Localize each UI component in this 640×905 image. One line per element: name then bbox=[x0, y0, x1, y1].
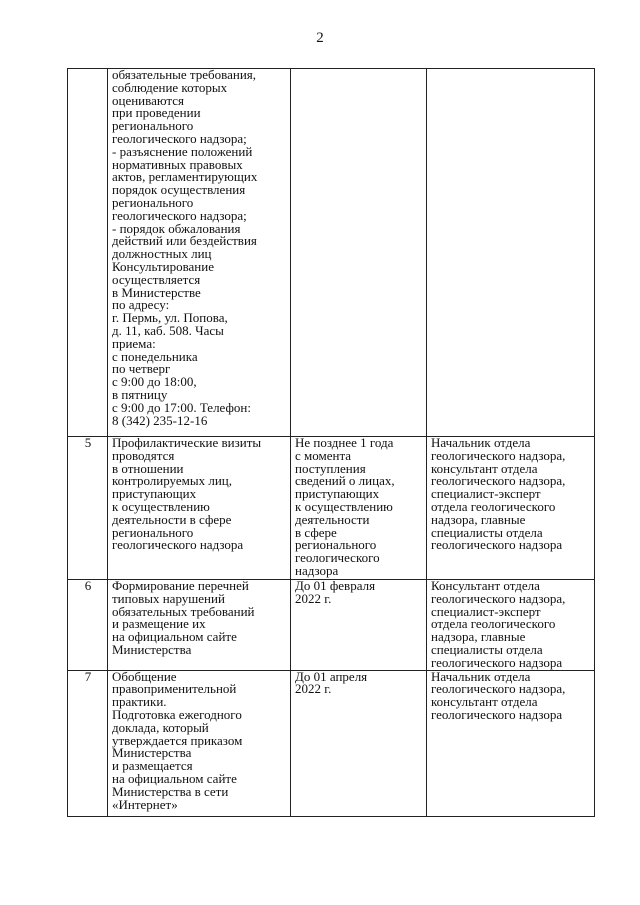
responsible-line: консультант отдела bbox=[431, 694, 538, 710]
activity-line: типовых нарушений bbox=[112, 590, 225, 606]
term-line: деятельности bbox=[295, 511, 370, 527]
activity-line: обязательные требования, bbox=[112, 67, 257, 82]
term-line: Не позднее 1 года bbox=[295, 435, 394, 450]
activity-line: утверждается приказом bbox=[112, 732, 243, 748]
activities-table bbox=[67, 68, 595, 817]
responsible-line: геологического надзора, bbox=[431, 681, 566, 697]
activity-line: на официальном сайте bbox=[112, 629, 237, 645]
responsible-line: геологического надзора, bbox=[431, 590, 566, 606]
activity-line: г. Пермь, ул. Попова, bbox=[112, 310, 228, 326]
responsible-line: геологического надзора, bbox=[431, 447, 566, 463]
responsible-line: специалисты отдела bbox=[431, 524, 543, 540]
activity-line: актов, регламентирующих bbox=[112, 169, 258, 185]
term-line: приступающих bbox=[295, 486, 380, 502]
responsible-cell bbox=[427, 437, 595, 580]
term-line: До 01 февраля bbox=[295, 578, 376, 593]
activity-line: в отношении bbox=[112, 460, 184, 476]
responsible-line: консультант отдела bbox=[431, 460, 538, 476]
responsible-cell bbox=[427, 580, 595, 671]
term-line: регионального bbox=[295, 537, 377, 553]
responsible-line: специалист-эксперт bbox=[431, 603, 541, 619]
activity-line: Обобщение bbox=[112, 668, 177, 684]
responsible-cell bbox=[427, 670, 595, 816]
activity-line: с 9:00 до 17:00. Телефон: bbox=[112, 399, 251, 415]
responsible-line: геологического надзора bbox=[431, 654, 563, 670]
term-cell bbox=[291, 580, 427, 671]
responsible-line: специалисты отдела bbox=[431, 641, 543, 657]
activity-line: в пятницу bbox=[112, 386, 168, 402]
activity-line: контролируемых лиц, bbox=[112, 473, 233, 489]
activity-line: при проведении bbox=[112, 105, 201, 121]
table-row bbox=[68, 580, 595, 671]
term-cell bbox=[291, 670, 427, 816]
activity-line: доклада, который bbox=[112, 719, 209, 735]
activity-line: оцениваются bbox=[112, 92, 185, 108]
table-row bbox=[68, 670, 595, 816]
activity-line: Министерства в сети bbox=[112, 783, 229, 799]
activity-line: Формирование перечней bbox=[112, 578, 249, 593]
page-number: 2 bbox=[316, 30, 324, 46]
activity-line: Профилактические визиты bbox=[112, 435, 262, 450]
activity-line: Министерства bbox=[112, 745, 192, 761]
activity-line: «Интернет» bbox=[112, 796, 178, 812]
responsible-line: специалист-эксперт bbox=[431, 486, 541, 502]
term-line: сведений о лицах, bbox=[295, 473, 395, 489]
activity-line: - порядок обжалования bbox=[112, 220, 241, 236]
responsible-line: отдела геологического bbox=[431, 616, 556, 632]
activity-line: соблюдение которых bbox=[112, 79, 228, 95]
activity-line: порядок осуществления bbox=[112, 182, 246, 198]
activity-line: в Министерстве bbox=[112, 284, 201, 300]
activity-line: на официальном сайте bbox=[112, 770, 237, 786]
activity-cell bbox=[108, 670, 291, 816]
activity-line: Консультирование bbox=[112, 258, 214, 274]
responsible-line: геологического надзора bbox=[431, 537, 563, 553]
activity-line: 8 (342) 235-12-16 bbox=[112, 412, 208, 428]
term-line: с момента bbox=[295, 447, 352, 463]
activity-line: обязательных требований bbox=[112, 603, 255, 619]
activity-line: правоприменительной bbox=[112, 681, 237, 697]
responsible-line: геологического надзора, bbox=[431, 473, 566, 489]
activity-line: - разъяснение положений bbox=[112, 143, 253, 159]
activity-cell bbox=[108, 437, 291, 580]
activity-line: по адресу: bbox=[112, 297, 170, 313]
responsible-line: Начальник отдела bbox=[431, 668, 531, 684]
activity-line: действий или бездействия bbox=[112, 233, 257, 249]
activity-line: регионального bbox=[112, 118, 194, 134]
row-number-cell bbox=[68, 69, 108, 437]
table-row bbox=[68, 69, 595, 437]
term-line: поступления bbox=[295, 460, 366, 476]
responsible-line: геологического надзора bbox=[431, 706, 563, 722]
responsible-line: Консультант отдела bbox=[431, 578, 540, 593]
activity-line: и размещение их bbox=[112, 616, 206, 632]
activity-line: практики. bbox=[112, 694, 167, 710]
row-number-cell: 5 bbox=[68, 437, 108, 580]
responsible-line: надзора, главные bbox=[431, 629, 526, 645]
activity-line: и размещается bbox=[112, 758, 193, 774]
responsible-line: отдела геологического bbox=[431, 498, 556, 514]
activity-line: приема: bbox=[112, 335, 156, 351]
activity-line: геологического надзора; bbox=[112, 207, 247, 223]
activity-cell bbox=[108, 69, 291, 437]
activity-line: к осуществлению bbox=[112, 498, 210, 514]
row-number-cell: 6 bbox=[68, 580, 108, 671]
activity-line: регионального bbox=[112, 194, 194, 210]
activity-line: Министерства bbox=[112, 641, 192, 657]
activity-line: с 9:00 до 18:00, bbox=[112, 374, 197, 390]
activity-line: должностных лиц bbox=[112, 246, 212, 262]
activity-line: с понедельника bbox=[112, 348, 198, 364]
activity-line: регионального bbox=[112, 524, 194, 540]
activity-cell bbox=[108, 580, 291, 671]
term-line: надзора bbox=[295, 562, 339, 578]
activity-line: Подготовка ежегодного bbox=[112, 706, 242, 722]
responsible-cell bbox=[427, 69, 595, 437]
term-line: 2022 г. bbox=[295, 681, 332, 697]
activity-line: нормативных правовых bbox=[112, 156, 243, 172]
responsible-line: надзора, главные bbox=[431, 511, 526, 527]
activity-line: д. 11, каб. 508. Часы bbox=[112, 322, 224, 338]
term-line: До 01 апреля bbox=[295, 668, 368, 684]
activity-line: проводятся bbox=[112, 447, 175, 463]
term-line: к осуществлению bbox=[295, 498, 393, 514]
activity-line: осуществляется bbox=[112, 271, 201, 287]
term-cell bbox=[291, 437, 427, 580]
activity-line: геологического надзора; bbox=[112, 130, 247, 146]
activity-line: по четверг bbox=[112, 361, 171, 377]
activity-line: геологического надзора bbox=[112, 537, 244, 553]
responsible-line: Начальник отдела bbox=[431, 435, 531, 450]
term-line: 2022 г. bbox=[295, 590, 332, 606]
term-cell bbox=[291, 69, 427, 437]
term-line: в сфере bbox=[295, 524, 337, 540]
activity-line: деятельности в сфере bbox=[112, 511, 232, 527]
activity-line: приступающих bbox=[112, 486, 197, 502]
term-line: геологического bbox=[295, 550, 380, 566]
row-number-cell: 7 bbox=[68, 670, 108, 816]
table-row bbox=[68, 437, 595, 580]
table-body bbox=[68, 69, 595, 817]
